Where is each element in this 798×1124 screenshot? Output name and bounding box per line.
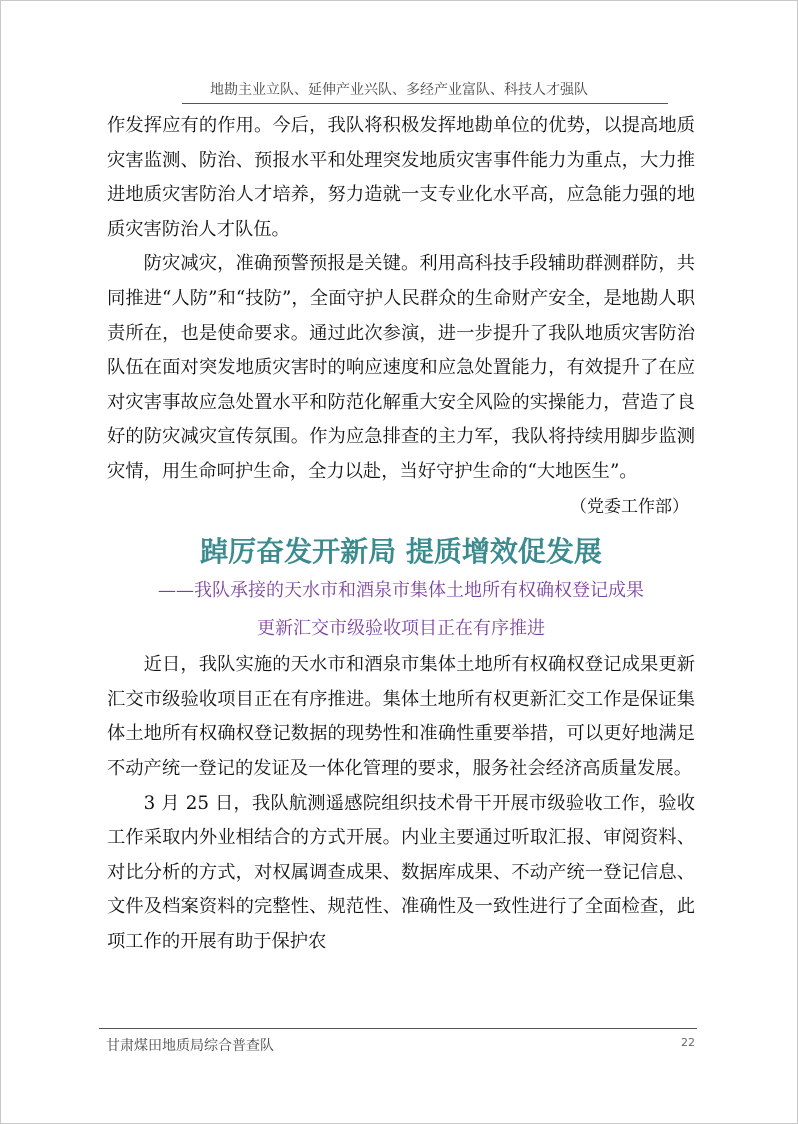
footer-organization: 甘肃煤田地质局综合普查队 [106, 1038, 274, 1054]
article2-title: 踔厉奋发开新局 提质增效促发展 [200, 535, 602, 569]
article1-paragraph-1: 作发挥应有的作用。今后，我队将积极发挥地勘单位的优势，以提高地质灾害监测、防治、预报水平和处理突发地质灾害事件能力为重点，大力推进地质灾害防治人才培养，努力造就一支专业化水平高，应急能力强的地质灾害防治人才队伍。 [107, 115, 695, 240]
article2-subtitle-line2: 更新汇交市级验收项目正在有序推进 [257, 618, 545, 640]
page-content [107, 109, 695, 959]
article2-subtitle-line1: ——我队承接的天水市和酒泉市集体土地所有权确权登记成果 [158, 580, 644, 602]
article2-paragraph-2: 3 月 25 日，我队航测遥感院组织技术骨干开展市级验收工作，验收工作采取内外业相结合的方式开展。内业主要通过听取汇报、审阅资料、对比分析的方式，对权属调查成果、数据库成果、不动产统一登记信息、文件及档案资料的完整性、规范性、准确性及一致性进行了全面检查，此项工作的开展有助于保护农 [107, 792, 695, 952]
header-divider [182, 103, 668, 104]
article1-signature: （党委工作部） [570, 496, 689, 517]
footer-divider [99, 1028, 697, 1029]
header-slogan: 地勘主业立队、延伸产业兴队、多经产业富队、科技人才强队 [210, 82, 588, 98]
article1-paragraph-2: 防灾减灾，准确预警预报是关键。利用高科技手段辅助群测群防，共同推进“人防”和“技防”，全面守护人民群众的生命财产安全，是地勘人职责所在，也是使命要求。通过此次参演，进一步提升了我队地质灾害防治队伍在面对突发地质灾害时的响应速度和应急处置能力，有效提升了在应对灾害事故应急处置水平和防范化解重大安全风险的实操能力，营造了良好的防灾减灾宣传氛围。作为应急排查的主力军，我队将持续用脚步监测灾情，用生命呵护生命，全力以赴，当好守护生命的“大地医生”。 [107, 253, 695, 482]
page-number: 22 [681, 1036, 695, 1049]
article2-paragraph-1: 近日，我队实施的天水市和酒泉市集体土地所有权确权登记成果更新汇交市级验收项目正在有序推进。集体土地所有权更新汇交工作是保证集体土地所有权确权登记数据的现势性和准确性重要举措，可以更好地满足不动产统一登记的发证及一体化管理的要求，服务社会经济高质量发展。 [107, 654, 695, 779]
